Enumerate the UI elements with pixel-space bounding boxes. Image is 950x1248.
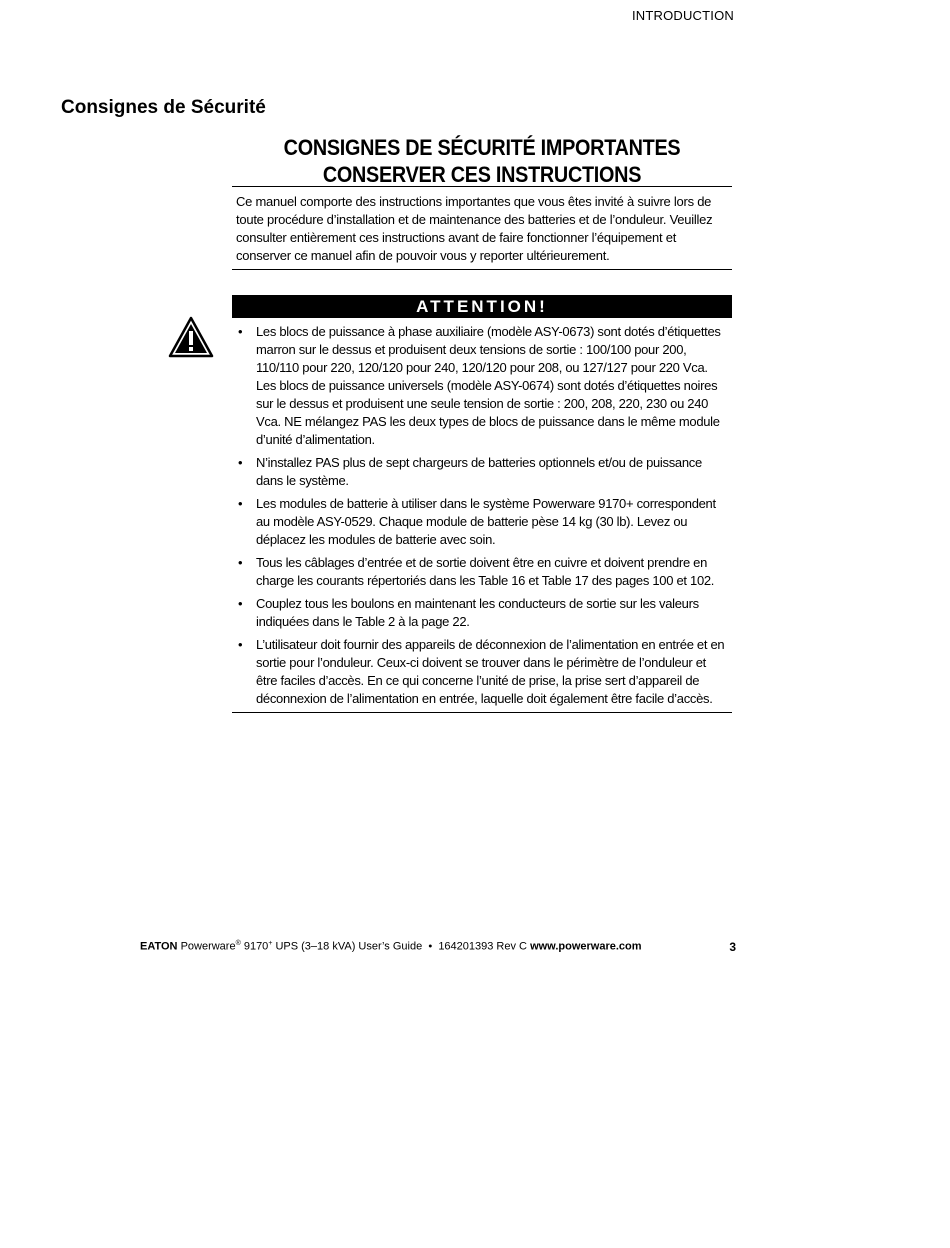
footer-separator: • — [428, 940, 433, 953]
footer-doc-number: 164201393 Rev C — [438, 940, 527, 953]
running-head: INTRODUCTION — [631, 8, 734, 23]
main-heading-line2: CONSERVER CES INSTRUCTIONS — [322, 162, 642, 187]
list-item — [232, 495, 732, 549]
intro-paragraph: Ce manuel comporte des instructions importantes que vous êtes invité à suivre lors de toute procédure d’installation et de maintenance des batteries et de l’onduleur. Veuillez consulter entièrement ces instructions avant de faire fonctionner l’équipement et conserver ce manuel afin de pouvoir vous y reporter ultérieurement. — [232, 186, 732, 270]
footer-reg: ® — [235, 940, 241, 947]
section-title: Consignes de Sécurité — [61, 97, 266, 118]
bullet-icon: • — [238, 596, 243, 611]
page-number: 3 — [729, 940, 736, 954]
list-item — [232, 454, 732, 490]
attention-banner: ATTENTION! — [232, 295, 732, 318]
bullet-icon: • — [238, 455, 243, 470]
bullet-icon: • — [238, 496, 243, 511]
list-item-text: Les modules de batterie à utiliser dans le système Powerware 9170+ correspondent au modèle ASY-0529. Chaque module de batterie pèse 14 kg (30 lb). Levez ou déplacez les modules de batterie avec soin. — [256, 496, 716, 547]
list-item-text: Couplez tous les boulons en maintenant les conducteurs de sortie sur les valeurs indiquées dans le Table 2 à la page 22. — [256, 596, 699, 629]
list-item — [232, 323, 732, 449]
footer-url: www.powerware.com — [530, 940, 642, 953]
list-item-text: N’installez PAS plus de sept chargeurs de batteries optionnels et/ou de puissance dans le système. — [256, 455, 702, 488]
list-item — [232, 554, 732, 590]
footer-product: Powerware — [180, 940, 236, 953]
list-item-text: Les blocs de puissance à phase auxiliaire (modèle ASY-0673) sont dotés d’étiquettes marron sur le dessus et produisent deux tensions de sortie : 100/100 pour 200, 110/110 pour 220, 120/120 pour 240, 120/120 pour 208, ou 127/127 pour 220 Vca. Les blocs de puissance universels (modèle ASY-0674) sont dotés d’étiquettes noires sur le dessus et produisent une seule tension de sortie : 200, 208, 220, 230 ou 240 Vca. NE mélangez PAS les deux types de blocs de puissance dans le même module d’unité d’alimentation. — [256, 324, 721, 447]
footer-desc: UPS (3–18 kVA) User’s Guide — [275, 940, 423, 953]
list-item-text: L’utilisateur doit fournir des appareils de déconnexion de l’alimentation en entrée et en sortie pour l’onduleur. Ceux-ci doivent se trouver dans le périmètre de l’onduleur et être faciles d’accès. En ce qui concerne l’unité de prise, la prise sert d’appareil de déconnexion de l’alimentation en entrée, laquelle doit également être facile d’accès. — [256, 637, 725, 706]
footer-plus: + — [268, 940, 273, 947]
list-item-text: Tous les câblages d’entrée et de sortie doivent être en cuivre et doivent prendre en charge les courants répertoriés dans les Table 16 et Table 17 des pages 100 et 102. — [256, 555, 715, 588]
main-heading-line1: CONSIGNES DE SÉCURITÉ IMPORTANTES — [283, 135, 681, 160]
list-item — [232, 595, 732, 631]
footer-brand: EATON — [140, 940, 178, 953]
bullet-icon: • — [238, 555, 243, 570]
warning-triangle-icon — [168, 316, 214, 358]
footer-text — [140, 940, 642, 953]
bullet-icon: • — [238, 324, 243, 339]
list-item — [232, 636, 732, 708]
attention-list — [232, 323, 732, 713]
bullet-icon: • — [238, 637, 243, 652]
footer-model: 9170 — [243, 940, 269, 953]
main-heading — [232, 134, 732, 188]
